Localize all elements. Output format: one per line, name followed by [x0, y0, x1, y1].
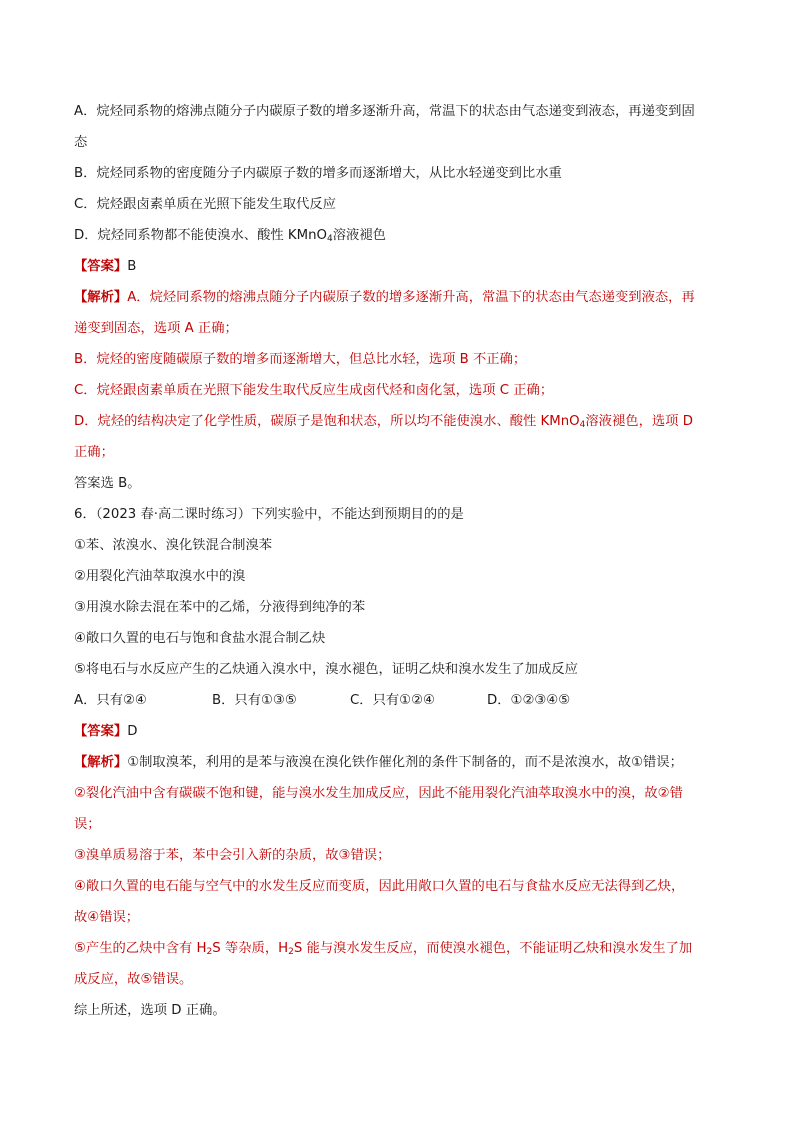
q6-item-1: ①苯、浓溴水、溴化铁混合制溴苯	[74, 538, 273, 553]
q5-analysis-line1	[74, 282, 734, 313]
q6-item-3: ③用溴水除去混在苯中的乙烯，分液得到纯净的苯	[74, 600, 366, 615]
option-d-subscript: 4	[327, 234, 333, 244]
analysis-text: S 能与溴水发生反应，而使溴水褪色，不能证明乙炔和溴水发生了加	[293, 941, 693, 956]
q6-item-4: ④敞口久置的电石与饱和食盐水混合制乙炔	[74, 631, 326, 646]
q5-analysis-line6: 正确；	[74, 445, 114, 460]
answer-tag: 【答案】	[74, 724, 128, 739]
option-b: B．烷烃同系物的密度随分子内碳原子数的增多而逐渐增大，从比水轻递变到比水重	[74, 166, 562, 181]
option-a-line2: 态	[74, 135, 88, 150]
q6-item-5: ⑤将电石与水反应产生的乙炔通入溴水中，溴水褪色，证明乙炔和溴水发生了加成反应	[74, 662, 578, 677]
analysis-subscript: 2	[288, 947, 294, 957]
analysis-tag: 【解析】	[74, 755, 128, 770]
analysis-text: S 等杂质，H	[212, 941, 289, 956]
q6-item-2: ②用裂化汽油萃取溴水中的溴	[74, 569, 246, 584]
q6-analysis-line6: 故④错误；	[74, 910, 140, 925]
analysis-text: ⑤产生的乙炔中含有 H	[74, 941, 207, 956]
analysis-text: A．烷烃同系物的熔沸点随分子内碳原子数的增多逐渐升高，常温下的状态由气态递变到液态，再	[127, 290, 695, 305]
answer-value: D	[127, 724, 138, 739]
analysis-text: ①制取溴苯，利用的是苯与液溴在溴化铁作催化剂的条件下制备的，而不是浓溴水，故①错误；	[127, 755, 683, 770]
analysis-subscript: 2	[206, 947, 213, 957]
q6-analysis-line2: ②裂化汽油中含有碳碳不饱和键，能与溴水发生加成反应，因此不能用裂化汽油萃取溴水中的溴，故②错	[74, 786, 683, 801]
analysis-subscript: 4	[579, 420, 586, 430]
option-a-line1: A．烷烃同系物的熔沸点随分子内碳原子数的增多逐渐升高，常温下的状态由气态递变到液态，再递变到固	[74, 104, 695, 119]
choice-b: B．只有①③⑤	[212, 693, 297, 708]
q6-analysis-line5: ④敞口久置的电石能与空气中的水发生反应而变质，因此用敞口久置的电石与食盐水反应无法得到乙炔，	[74, 879, 685, 894]
q6-stem: 6．（2023 春·高二课时练习）下列实验中，不能达到预期目的的是	[74, 507, 464, 522]
q5-analysis-line4: C．烷烃跟卤素单质在光照下能发生取代反应生成卤代烃和卤化氢，选项 C 正确；	[74, 383, 554, 398]
q6-answer	[74, 716, 734, 747]
q6-analysis-line1	[74, 747, 734, 778]
option-d	[74, 220, 734, 251]
q6-analysis-line4: ③溴单质易溶于苯，苯中会引入新的杂质，故③错误；	[74, 848, 391, 863]
q6-analysis-line3: 误；	[74, 817, 101, 832]
q6-analysis-line8: 成反应，故⑤错误。	[74, 972, 193, 987]
choice-a: A．只有②④	[74, 693, 147, 708]
q5-analysis-line5	[74, 406, 734, 437]
q6-choices	[74, 685, 734, 716]
choice-d: D．①②③④⑤	[487, 693, 571, 708]
q5-answer	[74, 251, 734, 282]
q5-conclusion: 答案选 B。	[74, 476, 141, 491]
answer-value: B	[127, 259, 137, 274]
choice-c: C．只有①②④	[350, 693, 435, 708]
q5-analysis-line2: 递变到固态，选项 A 正确；	[74, 321, 238, 336]
analysis-text-tail: 溶液褪色，选项 D	[585, 414, 693, 429]
q6-analysis-line7	[74, 933, 734, 964]
q5-analysis-line3: B．烷烃的密度随碳原子数的增多而逐渐增大，但总比水轻，选项 B 不正确；	[74, 352, 527, 367]
option-d-text: D．烷烃同系物都不能使溴水、酸性 KMnO	[74, 228, 328, 243]
analysis-tag: 【解析】	[74, 290, 128, 305]
option-d-tail: 溶液褪色	[332, 228, 386, 243]
answer-tag: 【答案】	[74, 259, 128, 274]
option-c: C．烷烃跟卤素单质在光照下能发生取代反应	[74, 197, 336, 212]
document-page	[74, 96, 734, 1026]
q6-analysis-line9: 综上所述，选项 D 正确。	[74, 1003, 226, 1018]
analysis-text: D．烷烃的结构决定了化学性质，碳原子是饱和状态，所以均不能使溴水、酸性 KMnO	[74, 414, 580, 429]
